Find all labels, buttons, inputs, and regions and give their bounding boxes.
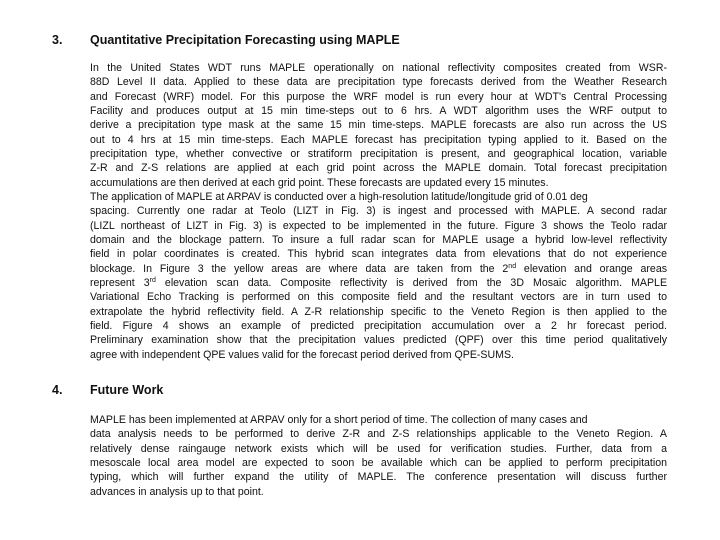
text-line: relatively dense raingauge network exists which will be used for verification studies. Further, data from a [90,442,667,455]
section-4-paragraph-1 [90,413,667,499]
text-segment: elevation scan data. Composite reflectivity is derived from the 3D Mosaic algorithm. MAPLE [155,277,668,290]
text-line: field. Figure 4 shows an example of predicted precipitation accumulation over a 2 hr forecast period. [90,320,667,333]
text-line: data analysis needs to be performed to derive Z-R and Z-S relationships applicable to the Veneto Region. A [90,428,667,441]
text-line: agree with independent QPE values valid for the forecast period derived from QPE-SUMS. [90,348,514,361]
section-4-title: Future Work [90,383,164,397]
text-line: extrapolate the hybrid reflectivity field. A Z-R relationship specific to the Veneto Region is then applied to the [90,305,667,318]
text-line: (LIZL northeast of LIZT in Fig. 3) is expected to be implemented in the future. Figure 3 shows the Teolo radar [90,219,667,232]
text-line: MAPLE has been implemented at ARPAV only for a short period of time. The collection of many cases and [90,414,588,426]
text-line: In the United States WDT runs MAPLE operationally on national reflectivity composites created from WSR- [90,62,667,74]
text-line: Variational Echo Tracking is performed on this composite field and the resultant vectors are in turn used to [90,291,667,304]
text-line: spacing. Currently one radar at Teolo (LIZT in Fig. 3) is ingest and processed with MAPLE. A second radar [90,205,667,218]
section-3-number: 3. [52,33,63,47]
text-segment: represent 3 [90,277,150,290]
text-line: mesoscale local area model are expected to soon be available which can be applied to perform precipitation [90,457,667,470]
text-segment: elevation and orange areas [516,262,668,275]
text-line: and Forecast (WRF) model. For this purpose the WRF model is run every hour at WDT's Central Processing [90,90,667,103]
text-line: out to 4 hrs at 15 min time-steps. Each MAPLE forecast has precipitation typing applied to it. Based on the [90,133,667,146]
section-3-paragraph-1 [90,61,667,190]
superscript: nd [508,262,517,270]
text-line: Z-R and Z-S relations are applied at each grid point across the MAPLE domain. Total forecast precipitation [90,162,667,175]
text-line: precipitation type, whether convective or stratiform precipitation is present, and geographical location, variable [90,148,667,161]
text-line: Preliminary examination show that the precipitation values predicted (QPF) over this time period qualitatively [90,334,667,347]
text-line: The application of MAPLE at ARPAV is conducted over a high-resolution latitude/longitude grid of 0.01 deg [90,191,588,203]
text-line [90,276,667,290]
section-3-title: Quantitative Precipitation Forecasting using MAPLE [90,33,400,47]
text-line: accumulations are then derived at each grid point. These forecasts are updated every 15 minutes. [90,176,549,189]
text-line: 88D Level II data. Applied to these data are precipitation type forecasts derived from the Weather Research [90,76,667,89]
text-line: derive a precipitation type mask at the same 15 min time-steps. MAPLE forecasts are also run across the US [90,119,667,132]
superscript: rd [149,277,156,285]
text-line: advances in analysis up to that point. [90,485,264,498]
section-3-paragraph-2 [90,190,667,362]
text-line [90,262,667,276]
text-line: typing, which will further expand the utility of MAPLE. The conference presentation will discuss further [90,471,667,484]
text-line: field in polar coordinates is created. This hybrid scan integrates data from elevations that do not experience [90,248,667,261]
text-line: domain and the blockage pattern. To insure a full radar scan for MAPLE usage a hybrid low-level reflectivity [90,234,667,247]
text-segment: blockage. In Figure 3 the yellow areas are where data are taken from the 2 [90,262,509,275]
section-4-number: 4. [52,383,63,397]
text-line: Facility and produces output at 15 min time-steps out to 6 hrs. A WDT algorithm uses the WRF output to [90,105,667,118]
